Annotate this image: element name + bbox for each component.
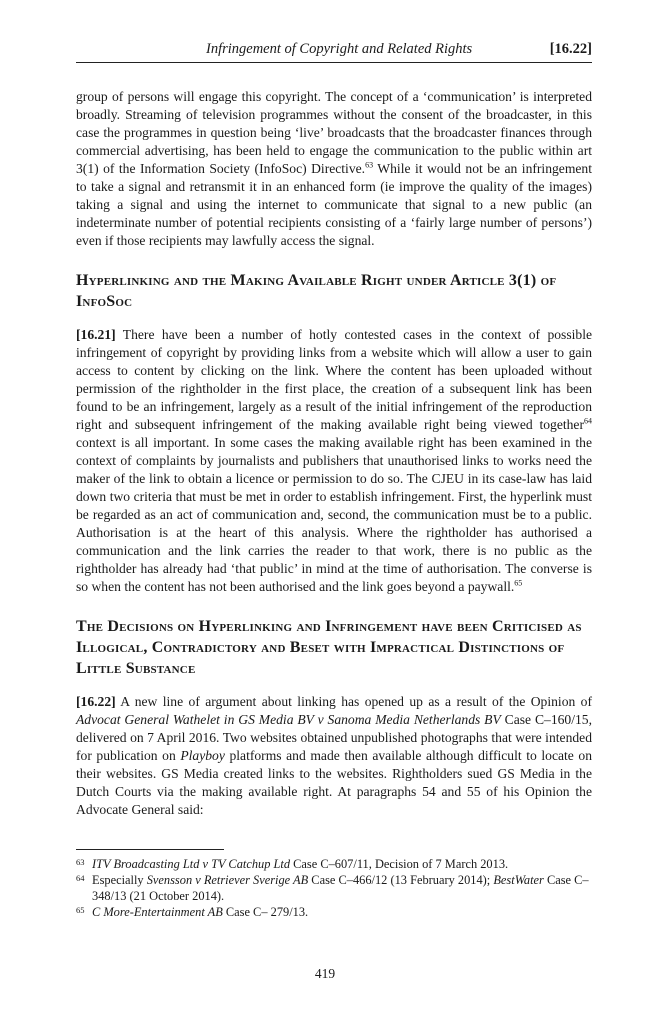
- paragraph-continuation: [76, 88, 592, 250]
- paragraph-16-22: [76, 693, 592, 819]
- footnote-65: [76, 904, 592, 920]
- footnotes: [76, 849, 592, 920]
- footnote-text: Case C– 279/13.: [222, 905, 309, 919]
- paragraph-text: context is all important. In some cases the making available right has been examined in the context of complaints by journalists and publishers that unauthorised links to works need the maker of the link to obtain a licence or permission to do so. The CJEU in its case-law has laid down two criteria that must be met in order to establish infringement. First, the hyperlink must be regarded as an act of communication and, second, the communication must be to a public. Authorisation is at the heart of this analysis. Where the rightholder has authorised a communication and the link carries the reader to that work, there is no public as the rightholder has already had ‘that public’ in mind at the time of authorisation. The converse is so when the content has not been authorised and the link goes beyond a paywall.: [76, 435, 592, 594]
- case-name: C More-Entertainment AB: [92, 905, 223, 919]
- section-heading-decisions: The Decisions on Hyperlinking and Infringement have been Criticised as Illogical, Contradictory and Beset with Impractical Distinctions of Little Substance: [76, 618, 582, 677]
- footnote-63: [76, 856, 592, 872]
- paragraph-text: A new line of argument about linking has opened up as a result of the Opinion of: [115, 694, 592, 709]
- publication-name: Playboy: [180, 748, 225, 763]
- paragraph-number: [16.22]: [76, 694, 116, 709]
- case-name: BestWater: [493, 873, 544, 887]
- footnote-64: [76, 872, 592, 904]
- running-header: [76, 38, 592, 63]
- case-name: Svensson v Retriever Sverige AB: [146, 873, 309, 887]
- paragraph-text: Case C–160/15, delivered on 7 April 2016. Two websites obtained unpublished photographs that were intended for publication on: [76, 712, 592, 763]
- running-header-title: Infringement of Copyright and Related Rights: [206, 41, 473, 57]
- footnote-mark: 64: [76, 873, 85, 883]
- paragraph-text: platforms and made then available although difficult to locate on their websites. GS Media created links to the websites. Rightholders sued GS Media in the Dutch Courts via the making available right. At paragraphs 54 and 55 of his Opinion the Advocate General said:: [76, 748, 592, 817]
- footnote-ref-64[interactable]: 64: [584, 416, 592, 426]
- paragraph-text: There have been a number of hotly contested cases in the context of possible infringement of copyright by providing links from a website which will allow a user to gain access to content by clicking on the link. Where the content has been uploaded without permission of the rightholder in the first place, the creation of a subsequent link has been found to be an infringement, largely as a result of the initial infringement of the reproduction right and subsequent infringement of the making available right being viewed together: [76, 327, 592, 432]
- paragraph-text: group of persons will engage this copyright. The concept of a ‘communication’ is interpreted broadly. Streaming of television programmes without the consent of the broadcaster, in this case the programmes in question being ‘live’ broadcasts that the broadcaster finances through commercial advertising, has been held to engage the communication to the public within art 3(1) of the Information Society (InfoSoc) Directive.: [76, 89, 592, 176]
- footnote-ref-65[interactable]: 65: [514, 578, 523, 588]
- section-heading-hyperlinking: Hyperlinking and the Making Available Right under Article 3(1) of InfoSoc: [76, 272, 557, 310]
- footnote-text: Case C–607/11, Decision of 7 March 2013.: [290, 857, 509, 871]
- footnote-mark: 65: [76, 905, 85, 915]
- case-name: Advocat General Wathelet in GS Media BV v Sanoma Media Netherlands BV: [76, 712, 501, 727]
- paragraph-16-21: [76, 326, 592, 596]
- page-number: 419: [314, 966, 336, 981]
- footnote-text: Case C–466/12 (13 February 2014);: [308, 873, 494, 887]
- running-header-section: [16.22]: [549, 41, 592, 57]
- page-body: [76, 88, 592, 819]
- footnote-mark: 63: [76, 857, 85, 867]
- footnote-divider: [76, 849, 224, 850]
- paragraph-text: While it would not be an infringement to take a signal and retransmit it in an enhanced form (ie improve the quality of the images) taking a signal and using the internet to communicate that signal to a new public (an indeterminate number of potential recipients consisting of a ‘fairly large number of persons’) even if those recipients may lawfully access the signal.: [76, 161, 593, 248]
- paragraph-number: [16.21]: [76, 327, 116, 342]
- footnote-text: Case C–348/13 (21 October 2014).: [92, 873, 589, 903]
- footnote-ref-63[interactable]: 63: [365, 160, 374, 170]
- case-name: ITV Broadcasting Ltd v TV Catchup Ltd: [92, 857, 291, 871]
- footnote-text: Especially: [92, 873, 147, 887]
